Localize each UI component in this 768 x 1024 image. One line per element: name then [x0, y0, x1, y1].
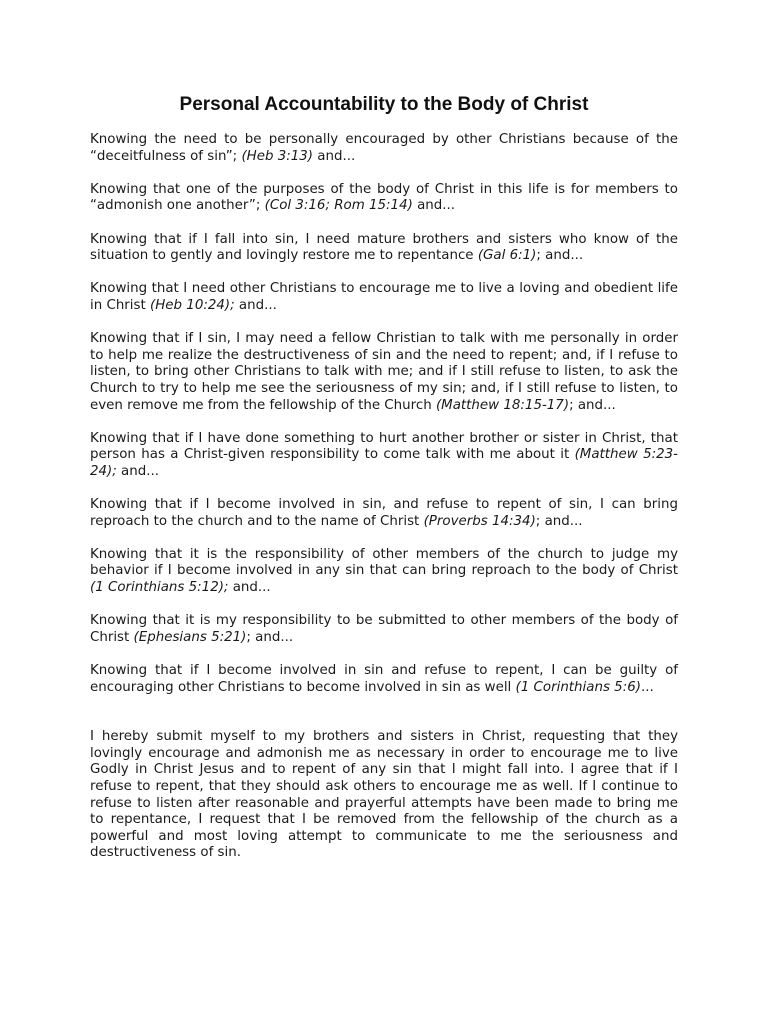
paragraph-suffix: ; and...: [246, 629, 294, 645]
paragraph-10: [90, 663, 678, 696]
paragraph-text: Knowing that if I become involved in sin, and refuse to repent of sin, I can bring reproach to the church and to the name of Christ: [90, 497, 678, 529]
paragraph-2: [90, 182, 678, 215]
paragraph-text: Knowing that I need other Christians to encourage me to live a loving and obedient life in Christ: [90, 281, 678, 313]
paragraph-text: Knowing that it is the responsibility of other members of the church to judge my behavior if I become involved in any sin that can bring reproach to the body of Christ: [90, 546, 678, 579]
paragraph-suffix: and...: [116, 463, 159, 479]
scripture-reference: (Proverbs 14:34): [423, 513, 536, 529]
scripture-reference: (Gal 6:1): [477, 248, 537, 264]
scripture-reference: (1 Corinthians 5:6): [515, 679, 641, 695]
paragraph-suffix: ...: [640, 679, 654, 695]
paragraph-4: [90, 281, 678, 314]
paragraph-text: Knowing that if I become involved in sin and refuse to repent, I can be guilty of encouraging other Christians to become involved in sin as well: [90, 663, 678, 695]
paragraph-7: [90, 497, 678, 530]
scripture-reference: (1 Corinthians 5:12);: [90, 580, 229, 596]
scripture-reference: (Matthew 18:15-17): [435, 397, 570, 413]
paragraph-suffix: ; and...: [569, 397, 616, 413]
paragraph-text: Knowing that one of the purposes of the body of Christ in this life is for members to “admonish one another”;: [90, 181, 678, 214]
scripture-reference: (Ephesians 5:21): [133, 629, 247, 645]
paragraph-text: Knowing that it is my responsibility to be submitted to other members of the body of Christ: [90, 613, 678, 645]
paragraph-suffix: and...: [228, 580, 271, 596]
paragraph-suffix: and...: [412, 198, 456, 214]
paragraph-text: Knowing that if I fall into sin, I need mature brothers and sisters who know of the situation to gently and lovingly restore me to repentance: [90, 231, 678, 264]
paragraph-text: Knowing that if I have done something to hurt another brother or sister in Christ, that person has a Christ-given responsibility to come talk with me about it: [90, 430, 678, 463]
paragraph-8: [90, 547, 678, 597]
document-title: Personal Accountability to the Body of Christ: [179, 94, 589, 115]
paragraph-suffix: ; and...: [536, 248, 584, 264]
paragraph-6: [90, 431, 678, 481]
paragraph-3: [90, 232, 678, 265]
paragraph-suffix: ; and...: [535, 513, 583, 529]
closing-statement: I hereby submit myself to my brothers and sisters in Christ, requesting that they lovingly encourage and admonish me as necessary in order to encourage me to live Godly in Christ Jesus and to repent of any sin that I might fall into. I agree that if I refuse to repent, that they should ask others to encourage me as well. If I continue to refuse to listen after reasonable and prayerful attempts have been made to bring me to repentance, I request that I be removed from the fellowship of the church as a powerful and most loving attempt to communicate to me the seriousness and destructiveness of sin.: [90, 729, 678, 861]
scripture-reference: (Col 3:16; Rom 15:14): [264, 198, 413, 214]
scripture-reference: (Heb 3:13): [241, 148, 314, 164]
paragraph-1: [90, 132, 678, 165]
scripture-reference: (Matthew 5:23-24);: [90, 447, 678, 479]
paragraph-5: [90, 331, 678, 414]
paragraph-text: Knowing the need to be personally encouraged by other Christians because of the “deceitfulness of sin”;: [90, 132, 678, 164]
document-body: [90, 132, 678, 879]
paragraph-9: [90, 613, 678, 646]
paragraph-suffix: and...: [313, 148, 356, 164]
paragraph-text: Knowing that if I sin, I may need a fellow Christian to talk with me personally in order to help me realize the destructiveness of sin and the need to repent; and, if I refuse to listen, to bring other Christians to talk with me; and if I still refuse to listen, to ask the Church to try to help me see the seriousness of my sin; and, if I still refuse to listen, to even remove me from the fellowship of the Church: [90, 331, 678, 413]
paragraph-suffix: and...: [234, 297, 277, 313]
scripture-reference: (Heb 10:24);: [150, 297, 235, 313]
